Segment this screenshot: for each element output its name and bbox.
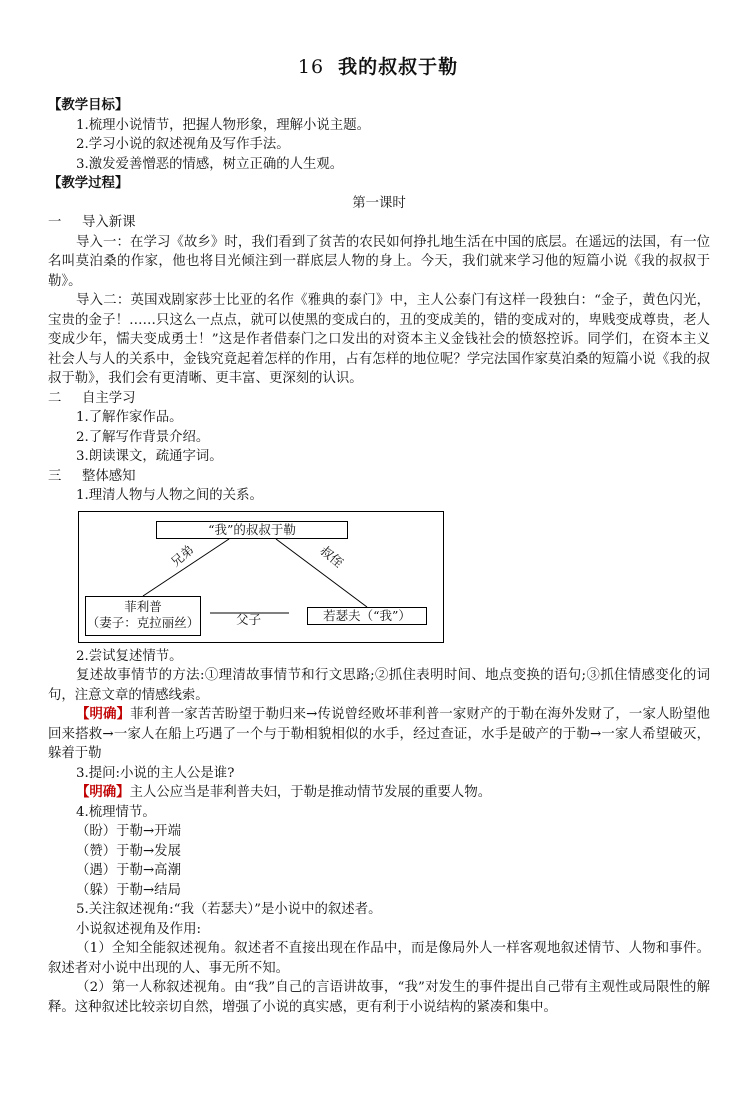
- task-item: 2.尝试复述情节。: [76, 648, 183, 664]
- goal-item: 2.学习小说的叙述视角及写作手法。: [76, 137, 290, 152]
- intro-paragraph-2: 导入二：英国戏剧家莎士比亚的名作《雅典的泰门》中，主人公泰门有这样一段独白：“金子，黄色闪光，宝贵的金子！……只这么一点点，就可以使黑的变成白的，丑的变成美的，错的变成对的，卑贱变成尊贵，老人变成少年，懦夫变成勇士！”这是作者借泰门之口发出的对资本主义金钱社会的愤怒控诉。同学们，在资本主义社会人与人的关系中，金钱究竟起着怎样的作用，占有怎样的地位呢？学完法国作家莫泊桑的短篇小说《我的叔叔于勒》，我们会有更清晰、更丰富、更深刻的认识。: [48, 293, 710, 386]
- document-body: [48, 96, 710, 1017]
- retell-method: 复述故事情节的方法:①理清故事情节和行文思路;②抓住表明时间、地点变换的语句;③抓住情感变化的词句，注意文章的情感线索。: [48, 668, 710, 703]
- task-item: 5.关注叙述视角:“我（若瑟夫）”是小说中的叙述者。: [76, 902, 382, 917]
- node-joseph: 若瑟夫（“我”）: [307, 607, 427, 625]
- view-paragraph-2: （2）第一人称叙述视角。由“我”自己的言语讲故事，“我”对发生的事件提出自己带有主观性或局限性的解释。这种叙述比较亲切自然，增强了小说的真实感，更有利于小说结构的紧凑和集中。: [48, 980, 710, 1015]
- plot-item: （盼）于勒→开端: [76, 824, 181, 839]
- section-heading: 三 整体感知: [48, 468, 136, 484]
- goal-item: 1.梳理小说情节，把握人物形象，理解小说主题。: [76, 117, 370, 133]
- plot-item: （赞）于勒→发展: [76, 843, 181, 859]
- section-heading: 二 自主学习: [48, 390, 136, 406]
- plot-item: （遇）于勒→高潮: [76, 863, 181, 878]
- intro-paragraph-1: 导入一：在学习《故乡》时，我们看到了贫苦的农民如何挣扎地生活在中国的底层。在遥远的法国，有一位名叫莫泊桑的作家，他也将目光倾注到一群底层人物的身上。今天，我们就来学习他的短篇小说《我的叔叔于勒》。: [48, 234, 710, 289]
- lesson-number: 16: [297, 56, 325, 78]
- self-study-item: 1.了解作家作品。: [76, 410, 183, 425]
- node-uncle-jules: “我”的叔叔于勒: [156, 521, 348, 539]
- edge-label-uncle-nephew: 叔侄: [317, 542, 347, 570]
- section-heading: 一 导入新课: [48, 215, 136, 230]
- lesson-period: 第一课时: [352, 195, 406, 211]
- goals-heading: 【教学目标】: [48, 97, 129, 113]
- self-study-item: 2.了解写作背景介绍。: [76, 429, 210, 445]
- view-heading: 小说叙述视角及作用:: [76, 921, 202, 937]
- page-title: [0, 52, 756, 79]
- lesson-title: 我的叔叔于勒: [338, 56, 459, 78]
- self-study-item: 3.朗读课文，疏通字词。: [76, 449, 223, 464]
- node-philippe-name: 菲利普: [124, 598, 162, 614]
- process-heading: 【教学过程】: [48, 175, 129, 191]
- task-item: 3.提问:小说的主人公是谁?: [76, 765, 235, 781]
- edge-label-father-son: 父子: [236, 611, 262, 627]
- task-item: 4.梳理情节。: [76, 804, 156, 820]
- task-item: 1.理清人物与人物之间的关系。: [76, 488, 263, 503]
- edge-label-brothers: 兄弟: [167, 541, 197, 569]
- node-philippe: [85, 596, 201, 636]
- goal-item: 3.激发爱善憎恶的情感，树立正确的人生观。: [76, 156, 344, 172]
- view-paragraph-1: （1）全知全能叙述视角。叙述者不直接出现在作品中，而是像局外人一样客观地叙述情节、人物和事件。叙述者对小说中出现的人、事无所不知。: [48, 941, 710, 976]
- node-philippe-wife: （妻子：克拉丽丝）: [86, 614, 200, 630]
- clarify-label: 【明确】: [76, 706, 131, 722]
- clarify-label: 【明确】: [76, 784, 130, 800]
- plot-item: （躲）于勒→结局: [76, 882, 181, 898]
- clarify-paragraph-2: 【明确】主人公应当是菲利普夫妇，于勒是推动情节发展的重要人物。: [76, 784, 492, 800]
- relationship-diagram: [78, 511, 444, 643]
- clarify-paragraph-1: 【明确】菲利普一家苦苦盼望于勒归来→传说曾经败坏菲利普一家财产的于勒在海外发财了，一家人盼望他回来搭救→一家人在船上巧遇了一个与于勒相貌相似的水手，经过查证，水手是破产的于勒→一家人希望破灭，躲着于勒: [48, 706, 710, 761]
